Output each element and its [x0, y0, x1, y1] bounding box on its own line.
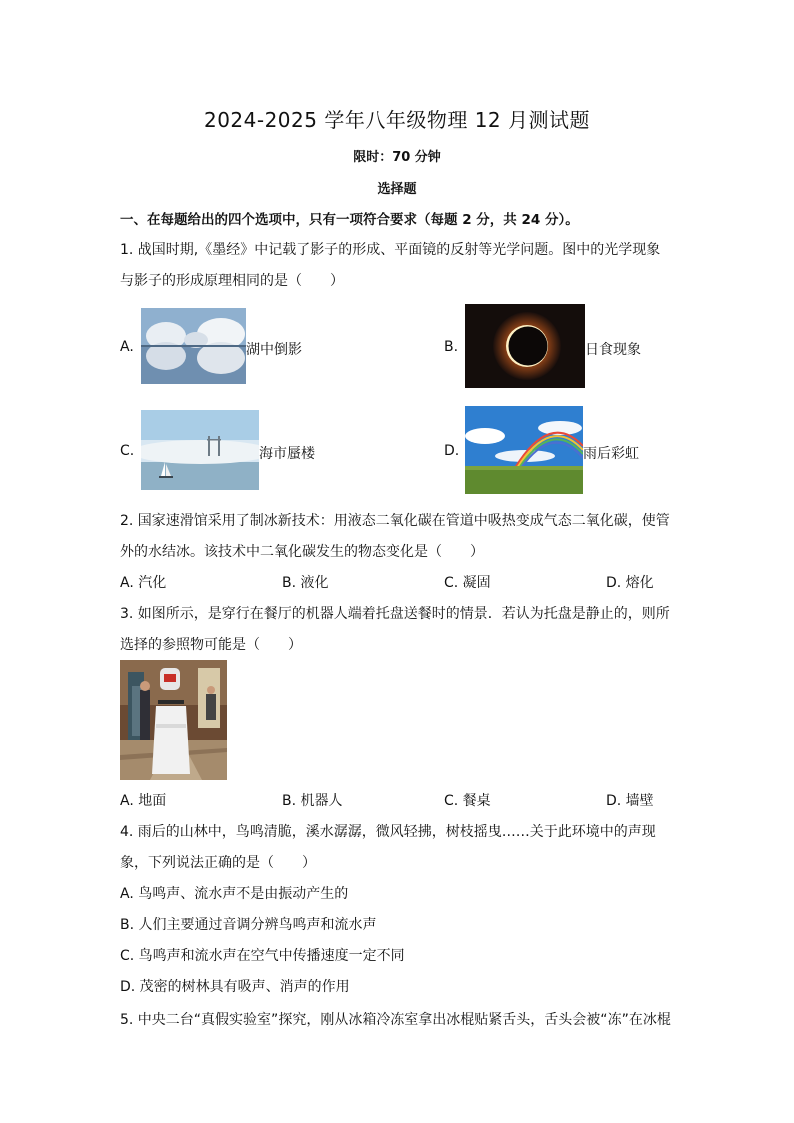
q4-option-d: D. 茂密的树林具有吸声、消声的作用	[120, 979, 350, 995]
time-limit: 限时：70 分钟	[353, 150, 441, 165]
q2-stem-line1: 2. 国家速滑馆采用了制冰新技术：用液态二氧化碳在管道中吸热变成气态二氧化碳，使管	[120, 513, 670, 529]
q1-option-b-letter: B.	[444, 339, 459, 355]
q1-option-c-letter: C.	[120, 443, 135, 459]
q1-option-b-caption: 日食现象	[585, 342, 641, 358]
section-heading: 选择题	[377, 182, 417, 197]
q3-option-d: D. 墙壁	[606, 793, 654, 809]
q3-option-c: C. 餐桌	[444, 793, 491, 809]
q4-option-a: A. 鸟鸣声、流水声不是由振动产生的	[120, 886, 349, 902]
q4-option-c: C. 鸟鸣声和流水声在空气中传播速度一定不同	[120, 948, 405, 964]
q2-option-d: D. 熔化	[606, 575, 654, 591]
mirage-image	[141, 410, 259, 490]
q1-option-a-letter: A.	[120, 339, 134, 355]
q3-stem-line1: 3. 如图所示，是穿行在餐厅的机器人端着托盘送餐时的情景．若认为托盘是静止的，则所	[120, 606, 670, 622]
q1-option-c-caption: 海市蜃楼	[259, 446, 315, 462]
q1-option-d-letter: D.	[444, 443, 460, 459]
q3-option-b: B. 机器人	[282, 793, 343, 809]
q4-stem-line1: 4. 雨后的山林中，鸟鸣清脆，溪水潺潺，微风轻拂，树枝摇曳……关于此环境中的声现	[120, 824, 656, 840]
q5-stem-line1: 5. 中央二台“真假实验室”探究，刚从冰箱冷冻室拿出冰棍贴紧舌头，舌头会被“冻”在冰棍	[120, 1012, 671, 1028]
page-title: 2024-2025 学年八年级物理 12 月测试题	[203, 108, 591, 132]
rainbow-image	[465, 406, 583, 494]
q2-option-a: A. 汽化	[120, 575, 167, 591]
q2-option-b: B. 液化	[282, 575, 329, 591]
solar-eclipse-image	[465, 304, 585, 388]
q1-option-d-caption: 雨后彩虹	[583, 446, 639, 462]
section-instruction: 一、在每题给出的四个选项中，只有一项符合要求（每题 2 分，共 24 分）。	[120, 212, 579, 228]
lake-reflection-image	[141, 308, 246, 384]
q2-option-c: C. 凝固	[444, 575, 491, 591]
restaurant-robot-image	[120, 660, 227, 780]
q3-option-a: A. 地面	[120, 793, 167, 809]
q3-stem-line2: 选择的参照物可能是（ ）	[120, 637, 302, 653]
q1-option-a-caption: 湖中倒影	[246, 342, 302, 358]
q1-stem-line1: 1. 战国时期,《墨经》中记载了影子的形成、平面镜的反射等光学问题。图中的光学现象	[120, 242, 661, 258]
q1-stem-line2: 与影子的形成原理相同的是（ ）	[120, 273, 344, 289]
q2-stem-line2: 外的水结冰。该技术中二氧化碳发生的物态变化是（ ）	[120, 544, 484, 560]
q4-stem-line2: 象，下列说法正确的是（ ）	[120, 855, 316, 871]
q4-option-b: B. 人们主要通过音调分辨鸟鸣声和流水声	[120, 917, 377, 933]
